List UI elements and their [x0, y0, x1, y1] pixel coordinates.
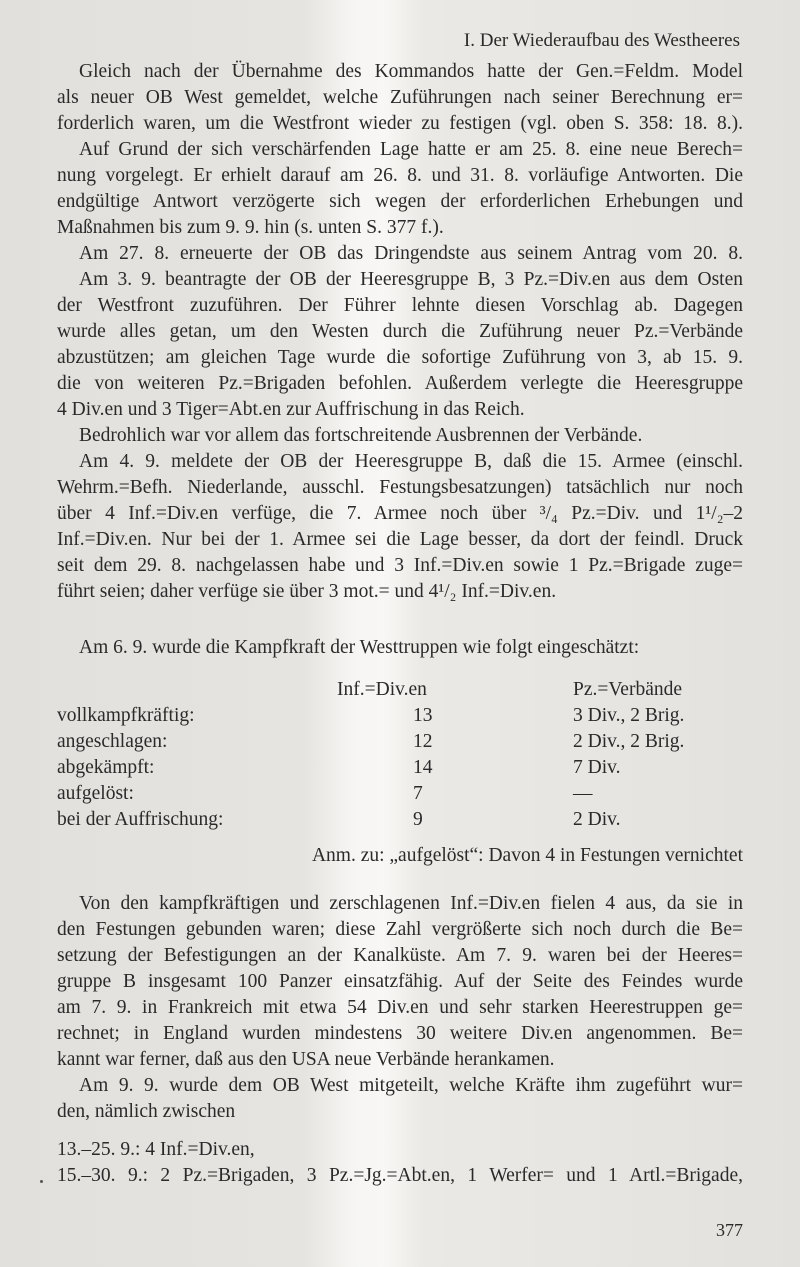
table-row — [57, 781, 743, 807]
text-line: forderlich waren, um die Westfront wieder zu festigen (vgl. oben S. 358: 18. 8.). — [57, 113, 743, 134]
text-line: am 7. 9. in Frankreich mit etwa 54 Div.en und sehr starken Heerestruppen ge= — [57, 997, 743, 1018]
text-line: Inf.=Div.en. Nur bei der 1. Armee sei die Lage besser, da dort der feindl. Druck — [57, 529, 743, 550]
row-label: abgekämpft: — [57, 757, 155, 778]
column-header-inf: Inf.=Div.en — [337, 679, 427, 700]
text-line: seit dem 29. 8. nachgelassen habe und 3 Inf.=Div.en sowie 1 Pz.=Brigade zuge= — [57, 555, 743, 576]
text-line: den, nämlich zwischen — [57, 1101, 236, 1122]
table-header-row — [57, 677, 743, 703]
text-line: 15.–30. 9.: 2 Pz.=Brigaden, 3 Pz.=Jg.=Abt.en, 1 Werfer= und 1 Artl.=Brigade, — [57, 1165, 743, 1186]
text-line: rechnet; in England wurden mindestens 30 weitere Div.en angenommen. Be= — [57, 1023, 743, 1044]
column-header-pz: Pz.=Verbände — [573, 679, 683, 700]
row-label: vollkampfkräftig: — [57, 705, 195, 726]
page-number: 377 — [716, 1220, 743, 1240]
pz-value: — — [573, 783, 593, 804]
row-label: bei der Auffrischung: — [57, 809, 224, 830]
inf-value: 9 — [413, 809, 423, 830]
inf-value: 12 — [413, 731, 433, 752]
text-line: Gleich nach der Übernahme des Kommandos hatte der Gen.=Feldm. Model — [79, 61, 743, 82]
text-line: Wehrm.=Befh. Niederlande, ausschl. Festungsbesatzungen) tatsächlich nur noch — [57, 477, 743, 498]
text-line: über 4 Inf.=Div.en verfüge, die 7. Armee noch über ³/₄ Pz.=Div. und 1¹/₂–2 — [57, 503, 743, 524]
text-line: abzustützen; am gleichen Tage wurde die sofortige Zuführung von 3, ab 15. 9. — [57, 347, 743, 368]
section-intro — [57, 59, 743, 605]
pz-value: 7 Div. — [573, 757, 621, 778]
text-line: Am 27. 8. erneuerte der OB das Dringendste aus seinem Antrag vom 20. 8. — [79, 243, 743, 264]
inf-value: 7 — [413, 783, 423, 804]
text-line: nung vorgelegt. Er erhielt darauf am 26. 8. und 31. 8. vorläufige Antworten. Die — [57, 165, 743, 186]
text-line: führt seien; daher verfüge sie über 3 mot.= und 4¹/₂ Inf.=Div.en. — [57, 581, 557, 602]
text-line: der Westfront zuzuführen. Der Führer lehnte diesen Vorschlag ab. Dagegen — [57, 295, 743, 316]
text-line: gruppe B insgesamt 100 Panzer einsatzfähig. Auf der Seite des Feindes wurde — [57, 971, 743, 992]
text-line: Maßnahmen bis zum 9. 9. hin (s. unten S. 377 f.). — [57, 217, 444, 238]
text-line: als neuer OB West gemeldet, welche Zuführungen nach seiner Berechnung er= — [57, 87, 743, 108]
text-line: endgültige Antwort verzögerte sich wegen der erforderlichen Erhebungen und — [57, 191, 743, 212]
section-forces — [57, 891, 743, 1125]
table-row — [57, 807, 743, 833]
text-line: den Festungen gebunden waren; diese Zahl vergrößerte sich noch durch die Be= — [57, 919, 743, 940]
text-line: wurde alles getan, um den Westen durch die Zuführung neuer Pz.=Verbände — [57, 321, 743, 342]
table-intro-text: Am 6. 9. wurde die Kampfkraft der Westtruppen wie folgt eingeschätzt: — [79, 637, 640, 658]
inf-value: 14 — [413, 757, 433, 778]
strength-table — [57, 677, 743, 833]
text-line: Bedrohlich war vor allem das fortschreitende Ausbrennen der Verbände. — [79, 425, 643, 446]
text-line: Auf Grund der sich verschärfenden Lage hatte er am 25. 8. eine neue Berech= — [79, 139, 743, 160]
text-line: Am 4. 9. meldete der OB der Heeresgruppe B, daß die 15. Armee (einschl. — [79, 451, 743, 472]
pz-value: 2 Div. — [573, 809, 621, 830]
text-line: 4 Div.en und 3 Tiger=Abt.en zur Auffrischung in das Reich. — [57, 399, 525, 420]
running-header: I. Der Wiederaufbau des Westheeres — [463, 30, 740, 51]
pz-value: 2 Div., 2 Brig. — [573, 731, 685, 752]
table-row — [57, 755, 743, 781]
row-label: aufgelöst: — [57, 783, 134, 804]
text-line: die von weiteren Pz.=Brigaden befohlen. Außerdem verlegte die Heeresgruppe — [57, 373, 743, 394]
text-line: Am 9. 9. wurde dem OB West mitgeteilt, welche Kräfte ihm zugeführt wur= — [79, 1075, 743, 1096]
table-row — [57, 729, 743, 755]
inf-value: 13 — [413, 705, 433, 726]
text-line: 13.–25. 9.: 4 Inf.=Div.en, — [57, 1139, 255, 1160]
text-line: Am 3. 9. beantragte der OB der Heeresgruppe B, 3 Pz.=Div.en aus dem Osten — [79, 269, 743, 290]
table-note: Anm. zu: „aufgelöst“: Davon 4 in Festungen vernichtet — [311, 845, 743, 866]
table-row — [57, 703, 743, 729]
pz-value: 3 Div., 2 Brig. — [573, 705, 685, 726]
row-label: angeschlagen: — [57, 731, 168, 752]
section-schedule — [57, 1137, 743, 1189]
text-line: kannt war ferner, daß aus den USA neue Verbände herankamen. — [57, 1049, 555, 1070]
text-line: Von den kampfkräftigen und zerschlagenen Inf.=Div.en fielen 4 aus, da sie in — [79, 893, 743, 914]
table-intro — [57, 635, 743, 661]
scan-speck — [40, 1180, 43, 1183]
text-line: setzung der Befestigungen an der Kanalküste. Am 7. 9. waren bei der Heeres= — [57, 945, 743, 966]
